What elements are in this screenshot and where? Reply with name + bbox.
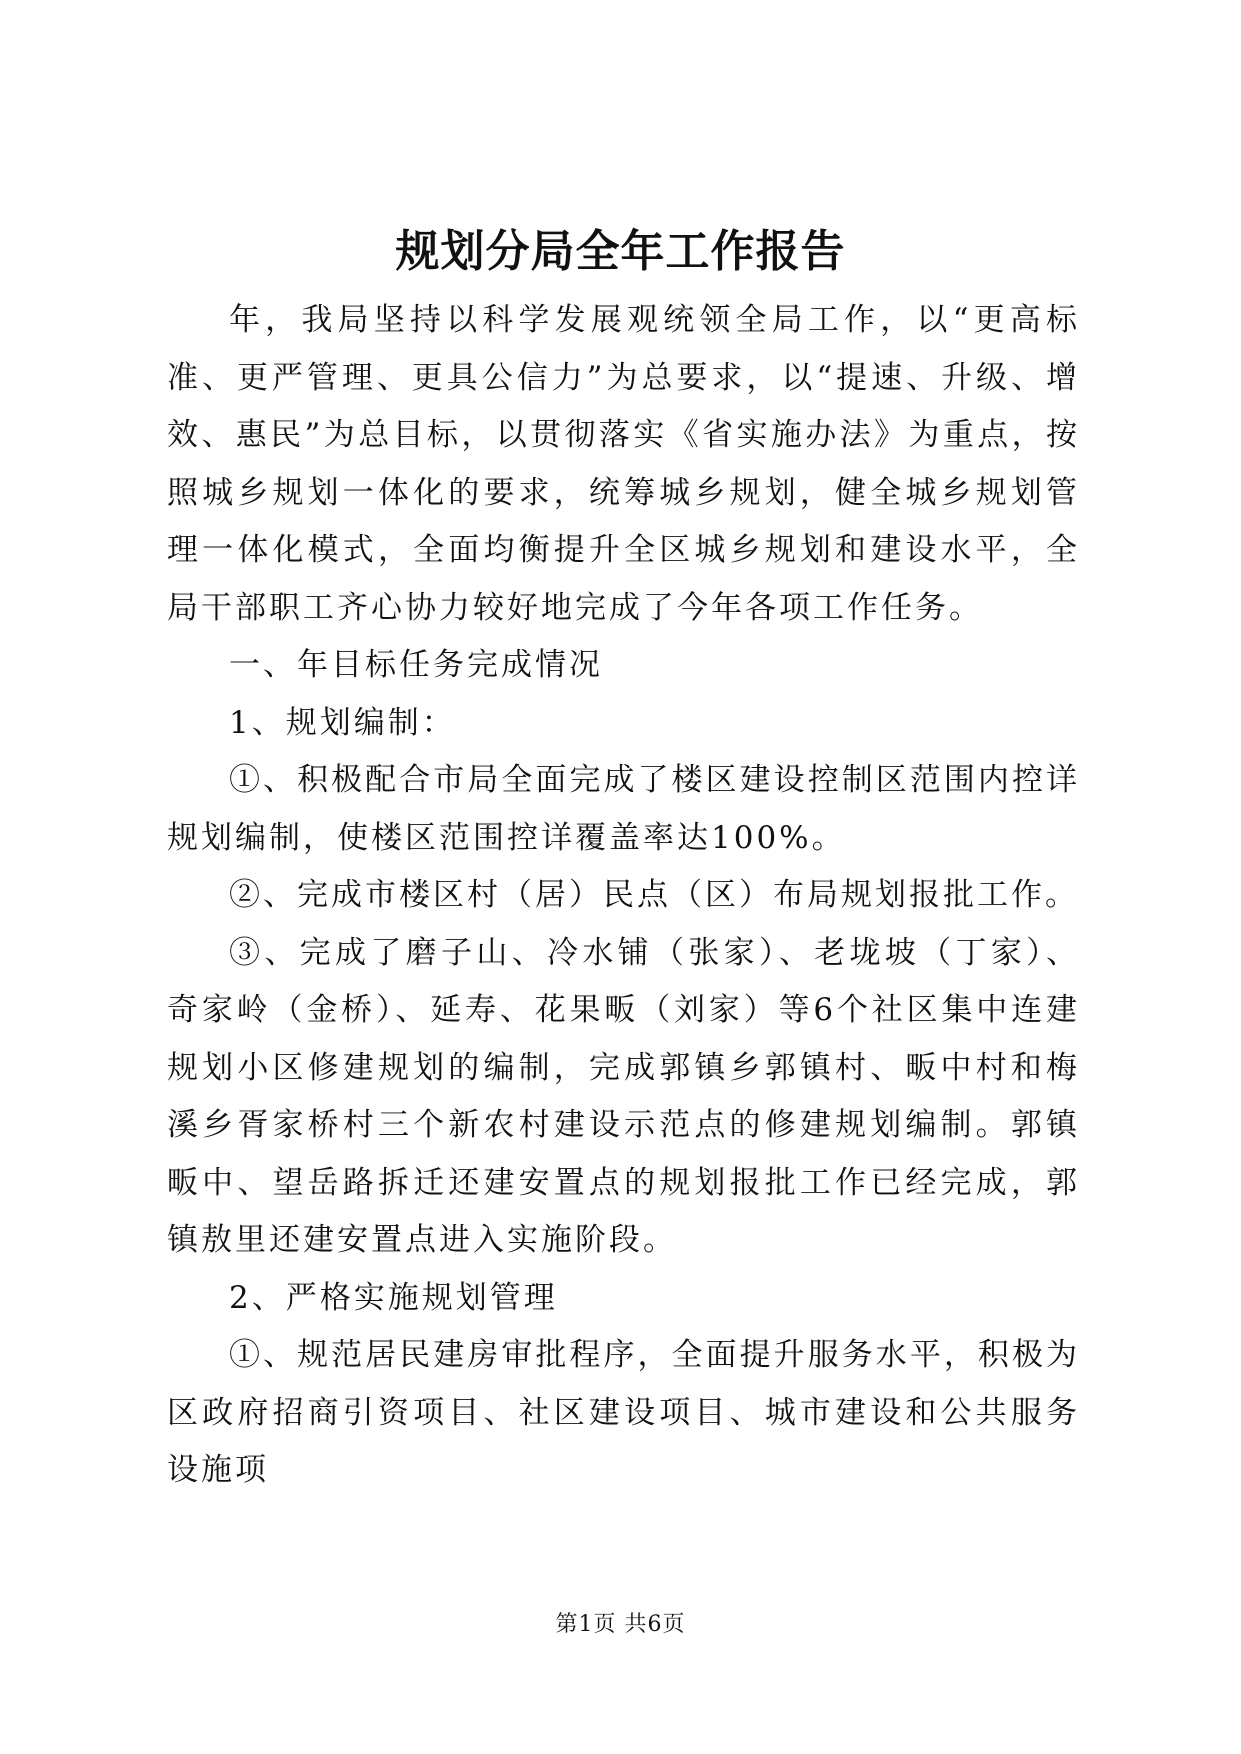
document-title: 规划分局全年工作报告 — [395, 226, 846, 277]
section-heading-1: 一、年目标任务完成情况 — [229, 647, 603, 683]
subsection-heading-planning: 1、规划编制： — [229, 704, 456, 741]
paragraph-item-2: ②、完成市楼区村（居）民点（区）布局规划报批工作。 — [229, 877, 1079, 913]
paragraph-item-3: ③、完成了磨子山、冷水铺（张家）、老垅坡（丁家）、奇家岭（金桥）、延寿、花果畈（刘家）等6个社区集中连建规划小区修建规划的编制，完成郭镇乡郭镇村、畈中村和梅溪乡胥家桥村三个新农村建设示范点的修建规划编制。郭镇畈中、望岳路拆迁还建安置点的规划报批工作已经完成，郭镇敖里还建安置点进入实施阶段。 — [167, 934, 1080, 1258]
subsection-heading-management: 2、严格实施规划管理 — [229, 1279, 558, 1316]
page-number-footer: 第1页 共6页 — [555, 1612, 686, 1637]
document-body — [167, 292, 1080, 1500]
paragraph-intro: 年，我局坚持以科学发展观统领全局工作，以“更高标准、更严管理、更具公信力”为总要求，以“提速、升级、增效、惠民”为总目标，以贯彻落实《省实施办法》为重点，按照城乡规划一体化的要求，统筹城乡规划，健全城乡规划管理一体化模式，全面均衡提升全区城乡规划和建设水平，全局干部职工齐心协力较好地完成了今年各项工作任务。 — [167, 302, 1080, 626]
paragraph-item-4: ①、规范居民建房审批程序，全面提升服务水平，积极为区政府招商引资项目、社区建设项目、城市建设和公共服务设施项 — [167, 1337, 1080, 1488]
paragraph-item-1: ①、积极配合市局全面完成了楼区建设控制区范围内控详规划编制，使楼区范围控详覆盖率达100%。 — [167, 762, 1080, 856]
